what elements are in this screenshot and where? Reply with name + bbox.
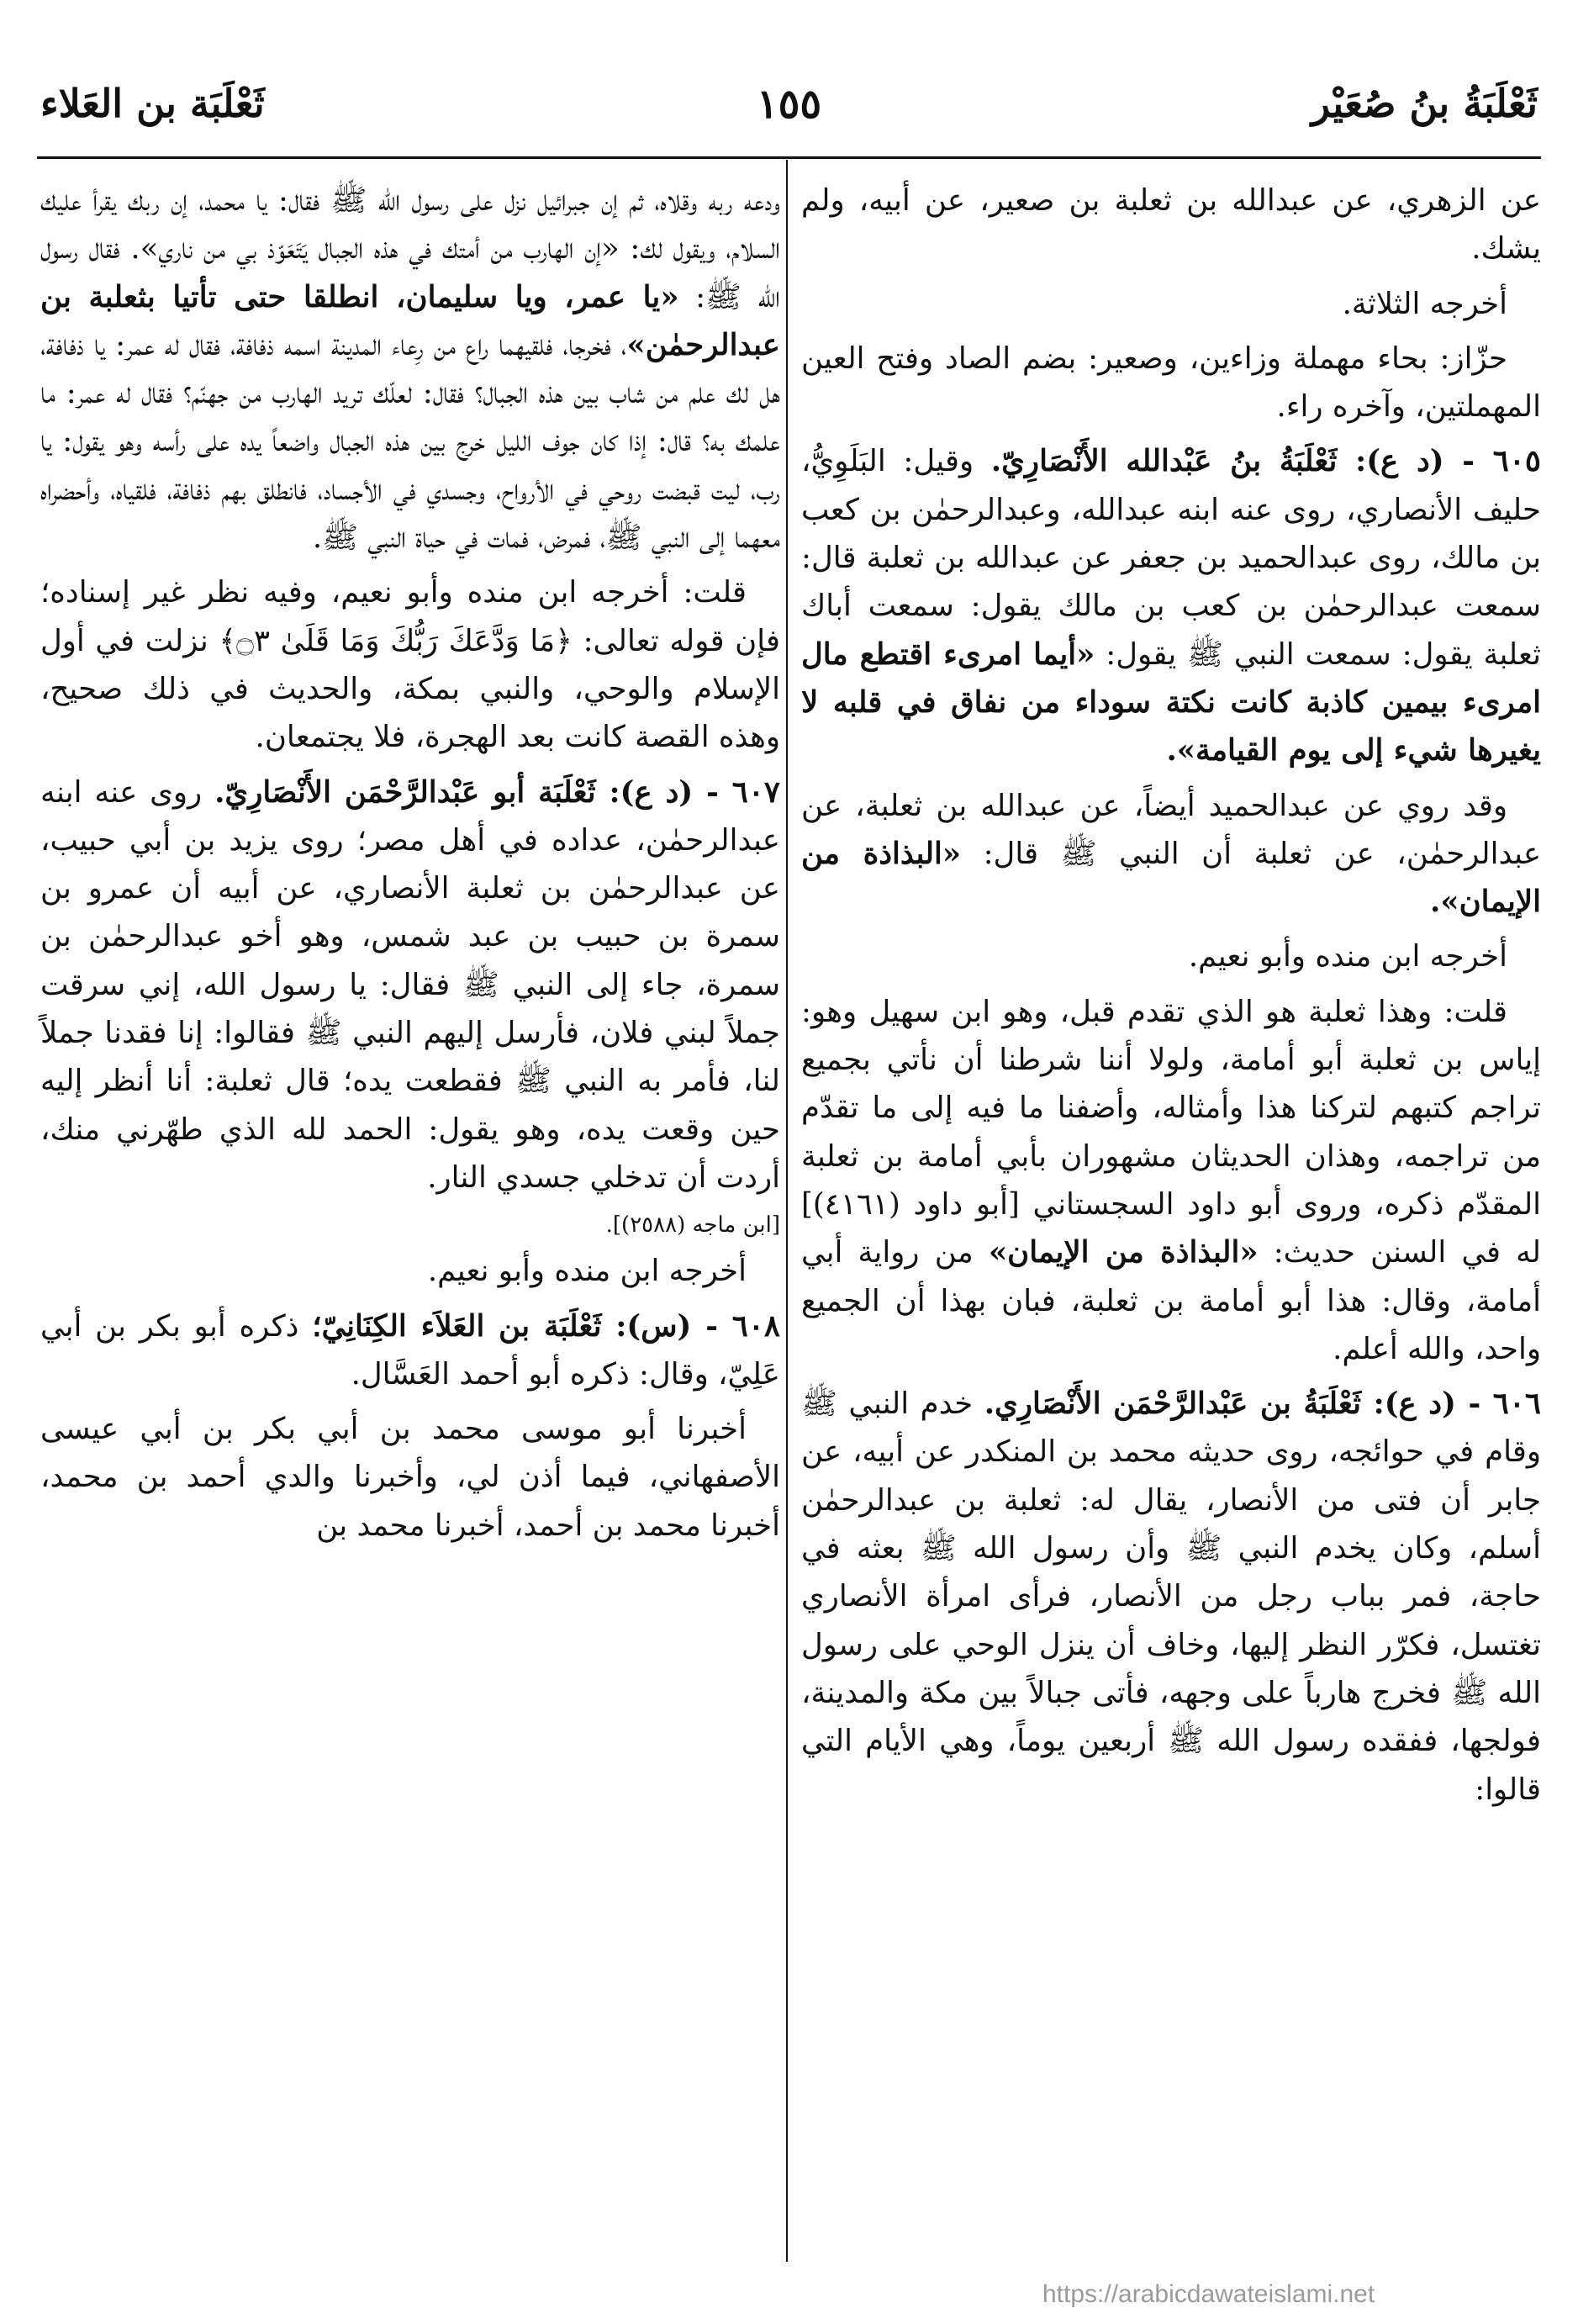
paragraph xyxy=(40,1247,780,1295)
citation-text: [ابن ماجه (٢٥٨٨)]. xyxy=(605,1212,780,1239)
hadith-quote: «يا عمر، ويا سليمان، انطلقا حتى تأتيا بثعلبة بن عبدالرحمٰن» xyxy=(40,279,780,362)
running-title-right: ثَعْلَبَةُ بنُ صُعَيْر xyxy=(1311,81,1538,126)
entry-heading: ٦٠٨ - (س): ثَعْلَبَة بن العَلاَء الكِنَانِيّ؛ xyxy=(312,1308,780,1344)
paragraph xyxy=(801,335,1541,431)
running-title-left: ثَعْلَبَة بن العَلاء xyxy=(40,81,265,126)
header-rule xyxy=(37,156,1541,159)
paragraph-text: أخرجه ابن منده وأبو نعيم. xyxy=(1188,939,1507,974)
paragraph xyxy=(801,988,1541,1373)
left-column xyxy=(40,177,780,1556)
paragraph-text: أخرجه ابن منده وأبو نعيم. xyxy=(427,1254,747,1289)
page-number: ١٥٥ xyxy=(756,81,822,128)
watermark-url: https://arabicdawateislami.net xyxy=(1042,2280,1375,2308)
paragraph-text: وقيل: البَلَوِيُّ، حليف الأنصاري، روى عنه ابنه عبدالله، وعبدالرحمٰن بن كعب بن مالك، روى عبدالحميد بن جعفر عن عبدالله بن ثعلبة قال: سمعت عبدالرحمٰن بن كعب بن مالك يقول: سمعت أباك ثعلبة يقول: سمعت النبي ﷺ يقول: xyxy=(801,444,1542,672)
paragraph-text: قلت: أخرجه ابن منده وأبو نعيم، وفيه نظر غير إسناده؛ فإن قوله تعالى: ﴿مَا وَدَّعَكَ رَبُّكَ وَمَا قَلَىٰ ۝٣﴾ نزلت في أول الإسلام والوحي، والنبي بمكة، والحديث في ذلك صحيح، وهذه القصة كانت بعد الهجرة، فلا يجتمعان. xyxy=(40,575,780,755)
paragraph-text: عن الزهري، عن عبدالله بن ثعلبة بن صعير، عن أبيه، ولم يشك. xyxy=(801,183,1541,267)
paragraph-text: أخرجه الثلاثة. xyxy=(1342,286,1507,321)
entry-heading: ٦٠٥ - (د ع): ثَعْلَبَةُ بنُ عَبْدالله الأَنْصَارِيّ. xyxy=(990,444,1541,479)
biography-entry-608 xyxy=(40,1302,780,1399)
paragraph xyxy=(40,568,780,761)
hadith-quote: «البذاذة من الإيمان» xyxy=(988,1235,1259,1270)
paragraph-text: حزّاز: بحاء مهملة وزاءين، وصعير: بضم الصاد وفتح العين المهملتين، وآخره راء. xyxy=(801,341,1541,425)
paragraph-text: روى عنه ابنه عبدالرحمٰن، عداده في أهل مصر؛ روى يزيد بن أبي حبيب، عن عبدالرحمٰن بن ثعلبة الأنصاري، عن أبيه أن عمرو بن سمرة بن حبيب بن عبد شمس، وهو أخو عبدالرحمٰن بن سمرة، جاء إلى النبي ﷺ فقال: يا رسول الله، إني سرقت جملاً لبني فلان، فأرسل إليهم النبي ﷺ فقالوا: إنا فقدنا جملاً لنا، فأمر به النبي ﷺ فقطعت يده؛ قال ثعلبة: أنا أنظر إليه حين وقعت يده، وهو يقول: الحمد لله الذي طهّرني منك، أردت أن تدخلي جسدي النار. xyxy=(40,774,780,1195)
paragraph xyxy=(801,782,1541,927)
paragraph xyxy=(40,1405,780,1550)
paragraph-text: ودعه ربه وقلاه، ثم إن جبرائيل نزل على رسول الله ﷺ فقال: يا محمد، إن ربك يقرأ عليك السلام، ويقول لك: «إن الهارب من أمتك في هذه الجبال يَتَعَوّذ بي من ناري». فقال رسول الله ﷺ: xyxy=(40,183,781,314)
biography-entry-605 xyxy=(801,437,1541,774)
column-divider xyxy=(786,160,788,2262)
entry-heading: ٦٠٧ - (د ع): ثَعْلَبَة أبو عَبْدالرَّحْمَن الأَنْصَارِيّ. xyxy=(214,774,780,810)
paragraph xyxy=(801,177,1541,273)
paragraph-text: ، فخرجا، فلقيهما راع من رِعاء المدينة اسمه ذفافة، فقال له عمر: يا ذفافة، هل لك علم من شاب بين هذه الجبال؟ فقال: لعلّك تريد الهارب من جهنّم؟ فقال له عمر: ما علمك به؟ قال: إذا كان جوف الليل خرج بين هذه الجبال واضعاً يده على رأسه وهو يقول: يا رب، ليت قبضت روحي في الأرواح، وجسدي في الأجساد، فانطلق بهم ذفافة، فلقياه، وأحضراه معهما إلى النبي ﷺ، فمرض، فمات في حياة النبي ﷺ. xyxy=(40,327,780,556)
paragraph-text: خدم النبي ﷺ وقام في حوائجه، روى حديثه محمد بن المنكدر عن أبيه، عن جابر أن فتى من الأنصار، يقال له: ثعلبة بن عبدالرحمٰن أسلم، وكان يخدم النبي ﷺ وأن رسول الله ﷺ بعثه في حاجة، فمر بباب رجل من الأنصار، فرأى امرأة الأنصاري تغتسل، فكرّر النظر إليها، وخاف أن ينزل الوحي على رسول الله ﷺ فخرج هارباً على وجهه، فأتى جبالاً بين مكة والمدينة، فولجها، ففقده رسول الله ﷺ أربعين يوماً، وهي الأيام التي قالوا: xyxy=(801,1386,1541,1807)
paragraph xyxy=(801,932,1541,980)
entry-heading: ٦٠٦ - (د ع): ثَعْلَبَةُ بن عَبْدالرَّحْمَن الأَنْصَارِي. xyxy=(984,1386,1541,1422)
paragraph xyxy=(40,177,780,562)
citation-note xyxy=(40,1208,780,1242)
paragraph xyxy=(801,280,1541,328)
right-column xyxy=(801,177,1541,1820)
paragraph-text: وقد روي عن عبدالحميد أيضاً، عن عبدالله بن ثعلبة، عن عبدالرحمٰن، عن ثعلبة أن النبي ﷺ قال: xyxy=(801,788,1541,871)
paragraph-text: من رواية أبي أمامة، وقال: هذا أبو أمامة بن ثعلبة، فبان بهذا أن الجميع واحد، والله أعلم. xyxy=(801,1235,1541,1366)
hadith-quote: «أيما امرىء اقتطع مال امرىء بيمين كاذبة كانت نكتة سوداء من نفاق في قلبه لا يغيرها شيء إلى يوم القيامة». xyxy=(801,636,1541,769)
paragraph-text: أخبرنا أبو موسى محمد بن أبي بكر بن أبي عيسى الأصفهاني، فيما أذن لي، وأخبرنا والدي أحمد بن محمد، أخبرنا محمد بن أحمد، أخبرنا محمد بن xyxy=(40,1412,780,1543)
biography-entry-607 xyxy=(40,769,780,1202)
paragraph-text: ذكره أبو بكر بن أبي عَلِيّ، وقال: ذكره أبو أحمد العَسَّال. xyxy=(40,1308,780,1392)
page-header xyxy=(40,81,1538,140)
biography-entry-606 xyxy=(801,1380,1541,1814)
paragraph-text: قلت: وهذا ثعلبة هو الذي تقدم قبل، وهو ابن سهيل وهو: إياس بن ثعلبة أبو أمامة، ولولا أننا شرطنا أن نأتي بجميع تراجم كتبهم لتركنا هذا وأمثاله، وأضفنا ما فيه إلى ما تقدّم من تراجمه، وهذان الحديثان مشهوران بأبي أمامة بن ثعلبة المقدّم ذكره، وروى أبو داود السجستاني [أبو داود (٤١٦١)] له في السنن حديث: xyxy=(801,994,1541,1270)
hadith-quote: «البذاذة من الإيمان». xyxy=(801,836,1541,920)
